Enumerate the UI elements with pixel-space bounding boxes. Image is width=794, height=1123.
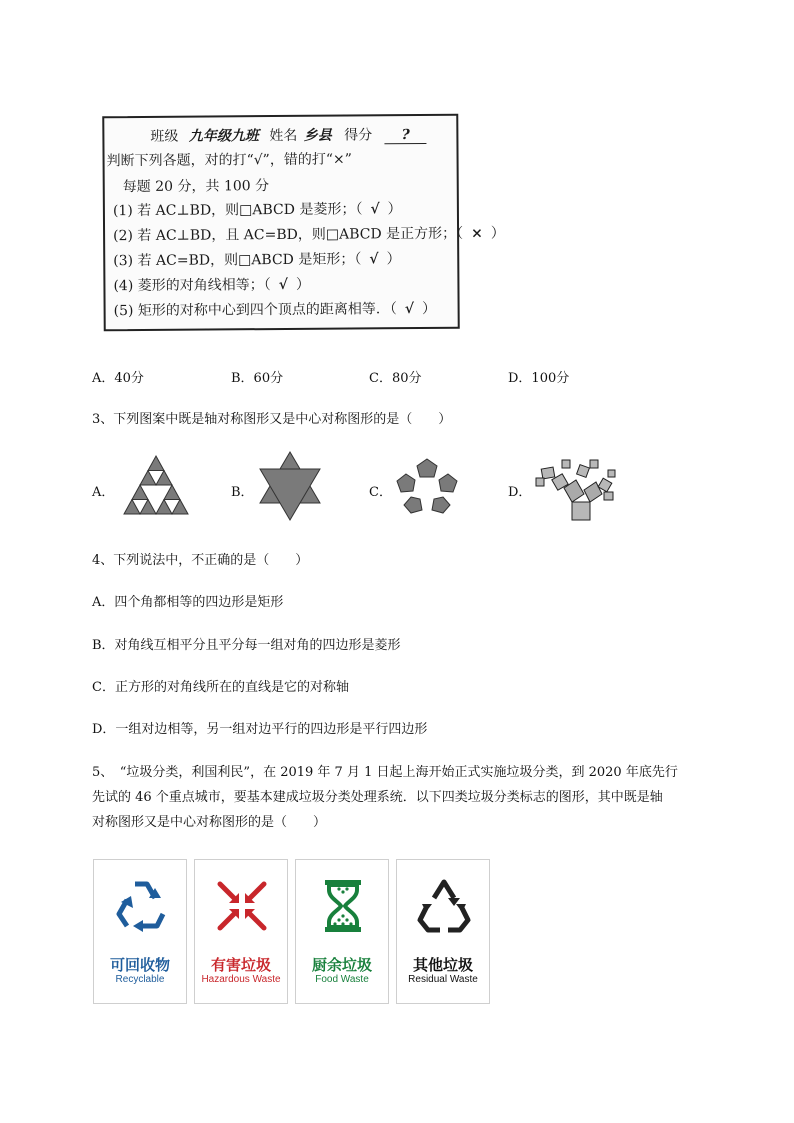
q5-stem-line2: 先试的 46 个重点城市，要基本建成垃圾分类处理系统．以下四类垃圾分类标志的图形，其中既是轴 (92, 790, 663, 805)
card-instruction: 判断下列各题，对的打“√”，错的打“×” (106, 151, 352, 170)
hourglass-icon (313, 876, 373, 936)
bin-residual[interactable] (396, 859, 490, 1004)
pentagon-ring-figure (394, 457, 460, 515)
q3-label-b[interactable]: B． (231, 485, 254, 500)
bin-recyclable-en: Recyclable (115, 974, 165, 985)
card-item-5: (5) 矩形的对称中心到四个顶点的距离相等．（ √ ） (113, 300, 437, 320)
q4-option-c[interactable]: C．正方形的对角线所在的直线是它的对称轴 (92, 680, 349, 695)
card-item-1: (1) 若 AC⊥BD，则□ABCD 是菱形；（ √ ） (112, 201, 402, 220)
q2-option-b[interactable]: B．60分 (231, 371, 284, 386)
bin-food[interactable] (295, 859, 389, 1004)
hazard-arrows-icon (212, 876, 272, 936)
pythagoras-tree-figure (534, 458, 618, 522)
card-scoring: 每题 20 分，共 100 分 (122, 178, 270, 196)
class-label: 班级 (150, 128, 179, 145)
sierpinski-triangle-figure (122, 454, 190, 516)
score-value: ? (385, 127, 427, 144)
name-value: 乡县 (303, 127, 332, 144)
bin-food-zh: 厨余垃圾 (311, 956, 372, 974)
bin-residual-en: Residual Waste (408, 974, 478, 985)
q3-stem: 3、下列图案中既是轴对称图形又是中心对称图形的是（ ） (92, 412, 452, 427)
bin-food-en: Food Waste (315, 974, 369, 985)
q4-option-a[interactable]: A．四个角都相等的四边形是矩形 (92, 595, 284, 610)
q4-option-d[interactable]: D．一组对边相等，另一组对边平行的四边形是平行四边形 (92, 722, 428, 737)
q3-label-c[interactable]: C． (369, 485, 392, 500)
q4-option-b[interactable]: B．对角线互相平分且平分每一组对角的四边形是菱形 (92, 638, 401, 653)
card-item-4: (4) 菱形的对角线相等；（ √ ） (113, 276, 310, 295)
q2-option-a[interactable]: A．40分 (92, 371, 144, 386)
name-label: 姓名 (269, 127, 298, 145)
class-value: 九年级九班 (188, 128, 259, 145)
bin-recyclable[interactable] (93, 859, 187, 1004)
card-item-3: (3) 若 AC=BD，则□ABCD 是矩形；（ √ ） (113, 251, 401, 270)
hexagram-star-figure (258, 450, 322, 522)
q3-label-a[interactable]: A． (92, 485, 115, 500)
bin-hazardous-zh: 有害垃圾 (210, 956, 271, 974)
residual-triangle-icon (414, 876, 474, 936)
bin-recyclable-zh: 可回收物 (109, 956, 170, 974)
bin-hazardous-en: Hazardous Waste (201, 974, 281, 985)
recycle-arrows-icon (111, 876, 171, 936)
q5-stem-line1: 5、 “垃圾分类，利国利民”，在 2019 年 7 月 1 日起上海开始正式实施垃圾分类，到 2020 年底先行 (92, 765, 678, 780)
score-label: 得分 (344, 127, 373, 144)
q4-stem: 4、下列说法中，不正确的是（ ） (92, 553, 309, 568)
q5-stem-line3: 对称图形又是中心对称图形的是（ ） (92, 815, 327, 830)
q3-label-d[interactable]: D． (508, 485, 532, 500)
bin-hazardous[interactable] (194, 859, 288, 1004)
card-header (150, 124, 426, 146)
bin-residual-zh: 其他垃圾 (412, 956, 473, 974)
answer-card (102, 114, 505, 331)
card-item-2: (2) 若 AC⊥BD，且 AC=BD，则□ABCD 是正方形；（ × ） (113, 225, 505, 245)
q2-option-c[interactable]: C．80分 (369, 371, 422, 386)
q2-option-d[interactable]: D．100分 (508, 371, 570, 386)
